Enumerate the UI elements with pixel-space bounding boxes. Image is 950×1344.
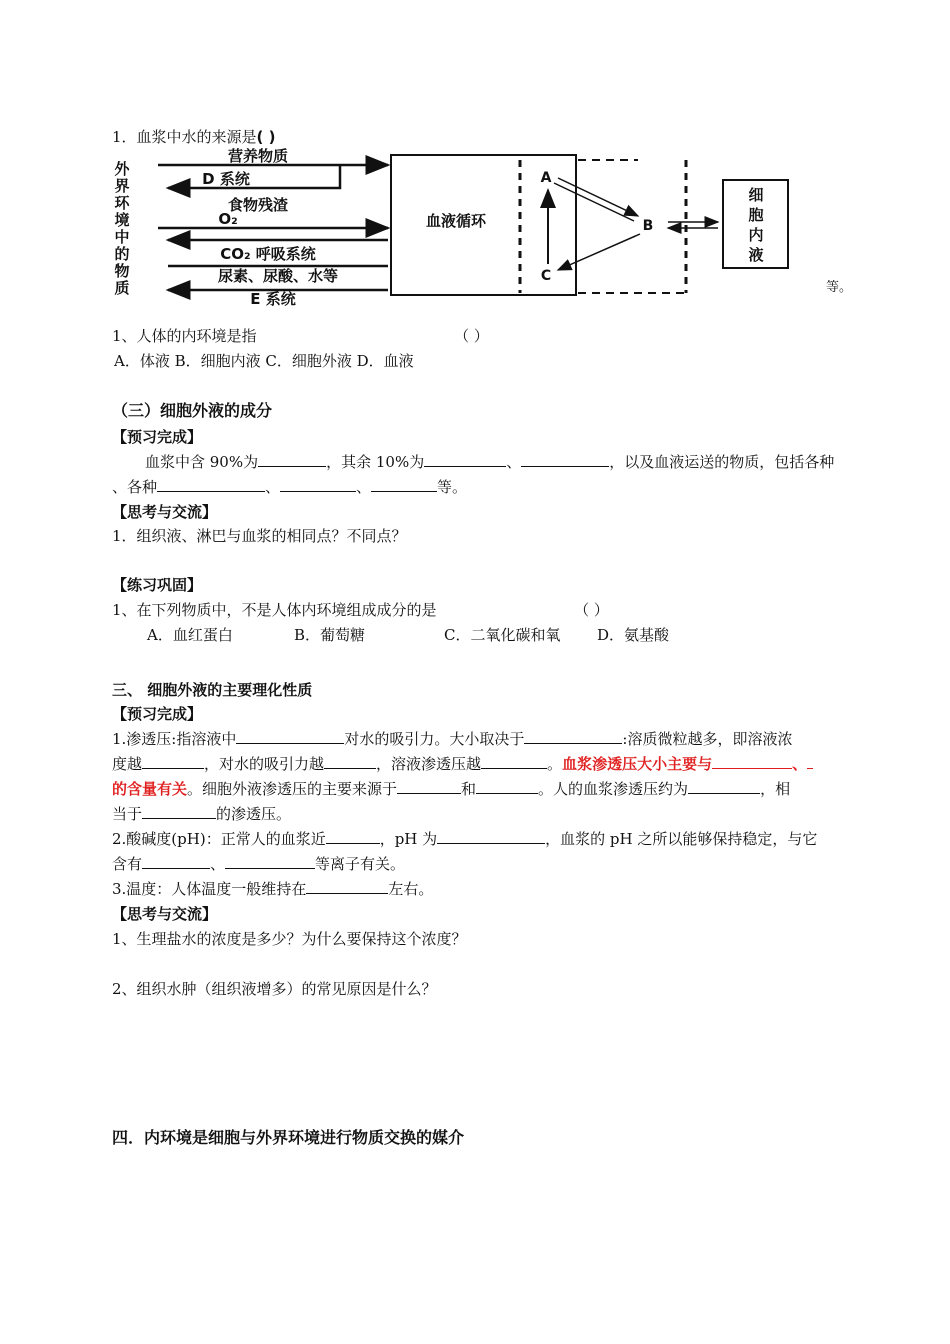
blank-field[interactable] bbox=[280, 477, 356, 492]
section-title-medium: 四．内环境是细胞与外界环境进行物质交换的媒介 bbox=[112, 1128, 465, 1147]
think-heading-2: 【思考与交流】 bbox=[112, 905, 218, 923]
blank-field[interactable] bbox=[306, 879, 388, 894]
blank-field[interactable] bbox=[807, 754, 813, 769]
blank-field[interactable] bbox=[476, 779, 538, 794]
flow-e-system: E 系统 bbox=[250, 290, 296, 308]
preview-heading-2: 【预习完成】 bbox=[112, 705, 203, 723]
section-title-extracellular-components: （三）细胞外液的成分 bbox=[112, 401, 273, 420]
blank-field[interactable] bbox=[236, 729, 344, 744]
blank-field[interactable] bbox=[524, 729, 622, 744]
svg-text:境: 境 bbox=[114, 211, 130, 229]
blank-field[interactable] bbox=[397, 779, 461, 794]
red-emphasis: 血浆渗透压大小主要与 bbox=[562, 755, 713, 773]
outer-environment-label bbox=[114, 160, 130, 297]
svg-text:界: 界 bbox=[114, 177, 130, 195]
blank-field[interactable] bbox=[481, 754, 547, 769]
blank-field[interactable] bbox=[142, 854, 210, 869]
question-text: 1．血浆中水的来源是 bbox=[112, 128, 257, 146]
question-stem: 1、人体的内环境是指 bbox=[112, 327, 257, 345]
plasma-composition-line-2: 、各种 、 、 等。 bbox=[112, 478, 468, 496]
think-question-saline: 1、生理盐水的浓度是多少？为什么要保持这个浓度？ bbox=[112, 930, 467, 948]
blank-field[interactable] bbox=[437, 829, 545, 844]
blank-field[interactable] bbox=[424, 452, 506, 467]
blank-field[interactable] bbox=[324, 754, 376, 769]
diagram-trailing-text: 等。 bbox=[826, 280, 853, 295]
osmotic-line-2: 度越 ，对水的吸引力越 ，溶液渗透压越 。血浆渗透压大小主要与 、 bbox=[112, 754, 813, 774]
svg-text:液: 液 bbox=[748, 246, 764, 264]
temperature-line: 3.温度：人体温度一般维持在 左右。 bbox=[112, 880, 434, 898]
question-options: A．体液 B．细胞内液 C．细胞外液 D．血液 bbox=[114, 352, 414, 370]
practice-question: 1、在下列物质中，不是人体内环境组成成分的是 （ ） bbox=[112, 601, 609, 619]
osmotic-line-3: 的含量有关。细胞外液渗透压的主要来源于 和 。人的血浆渗透压约为 ，相 bbox=[112, 780, 791, 798]
svg-text:中: 中 bbox=[114, 228, 130, 246]
blank-field[interactable] bbox=[258, 452, 326, 467]
plasma-composition-line: 血浆中含 90%为 ，其余 10%为 、 ，以及血液运送的物质，包括各种 bbox=[145, 453, 835, 471]
svg-text:内: 内 bbox=[748, 226, 764, 244]
blank-field[interactable] bbox=[142, 754, 204, 769]
flow-food-residue: 食物残渣 bbox=[227, 196, 289, 214]
ph-line-2: 含有 、 等离子有关。 bbox=[112, 855, 406, 873]
svg-text:质: 质 bbox=[114, 279, 130, 297]
think-question-edema: 2、组织水肿（组织液增多）的常见原因是什么？ bbox=[112, 980, 437, 998]
svg-text:的: 的 bbox=[114, 245, 130, 263]
arrow-d-system bbox=[168, 165, 340, 188]
think-question-1: 1．组织液、淋巴与血浆的相同点？不同点？ bbox=[112, 527, 407, 545]
practice-option-b: B．葡萄糖 bbox=[294, 626, 366, 644]
node-c: C bbox=[540, 268, 552, 284]
blood-circulation-label: 血液循环 bbox=[425, 212, 487, 230]
answer-paren: （ ） bbox=[454, 327, 489, 345]
node-a: A bbox=[540, 170, 552, 186]
blank-field[interactable] bbox=[688, 779, 760, 794]
svg-text:物: 物 bbox=[114, 262, 130, 280]
flow-urea: 尿素、尿酸、水等 bbox=[217, 267, 339, 285]
practice-heading: 【练习巩固】 bbox=[112, 576, 203, 594]
blank-field[interactable] bbox=[712, 754, 792, 769]
svg-text:细: 细 bbox=[748, 186, 764, 204]
answer-paren: ( ) bbox=[256, 128, 276, 146]
practice-option-a: A．血红蛋白 bbox=[147, 626, 233, 644]
svg-text:外: 外 bbox=[114, 160, 130, 178]
practice-option-d: D．氨基酸 bbox=[597, 626, 670, 644]
ph-line-1: 2.酸碱度(pH)：正常人的血浆近 ，pH 为 ，血浆的 pH 之所以能够保持稳定，与它 bbox=[112, 830, 818, 848]
red-emphasis: 的含量有关 bbox=[112, 780, 188, 798]
osmotic-line-1: 1.渗透压:指溶液中 对水的吸引力。大小取决于 :溶质微粒越多，即溶液浓 bbox=[112, 730, 793, 748]
blank-field[interactable] bbox=[142, 804, 216, 819]
question-water-source bbox=[112, 127, 275, 147]
flow-co2-respiratory: CO₂ 呼吸系统 bbox=[220, 245, 316, 263]
blank-field[interactable] bbox=[326, 829, 380, 844]
flow-o2: O₂ bbox=[218, 210, 238, 228]
blank-field[interactable] bbox=[225, 854, 315, 869]
think-heading: 【思考与交流】 bbox=[112, 503, 218, 521]
material-exchange-diagram bbox=[108, 148, 828, 318]
preview-heading: 【预习完成】 bbox=[112, 428, 203, 446]
question-internal-environment bbox=[112, 326, 489, 346]
blank-field[interactable] bbox=[371, 477, 437, 492]
practice-option-c: C．二氧化碳和氧 bbox=[444, 626, 561, 644]
blank-field[interactable] bbox=[157, 477, 265, 492]
blank-field[interactable] bbox=[521, 452, 609, 467]
flow-nutrients: 营养物质 bbox=[227, 148, 289, 165]
svg-text:环: 环 bbox=[114, 194, 130, 212]
flow-d-system: D 系统 bbox=[202, 170, 250, 188]
osmotic-line-4: 当于 的渗透压。 bbox=[112, 805, 292, 823]
node-b: B bbox=[642, 218, 654, 234]
svg-text:胞: 胞 bbox=[748, 206, 764, 224]
section-title-physicochemical: 三、 细胞外液的主要理化性质 bbox=[112, 681, 313, 699]
